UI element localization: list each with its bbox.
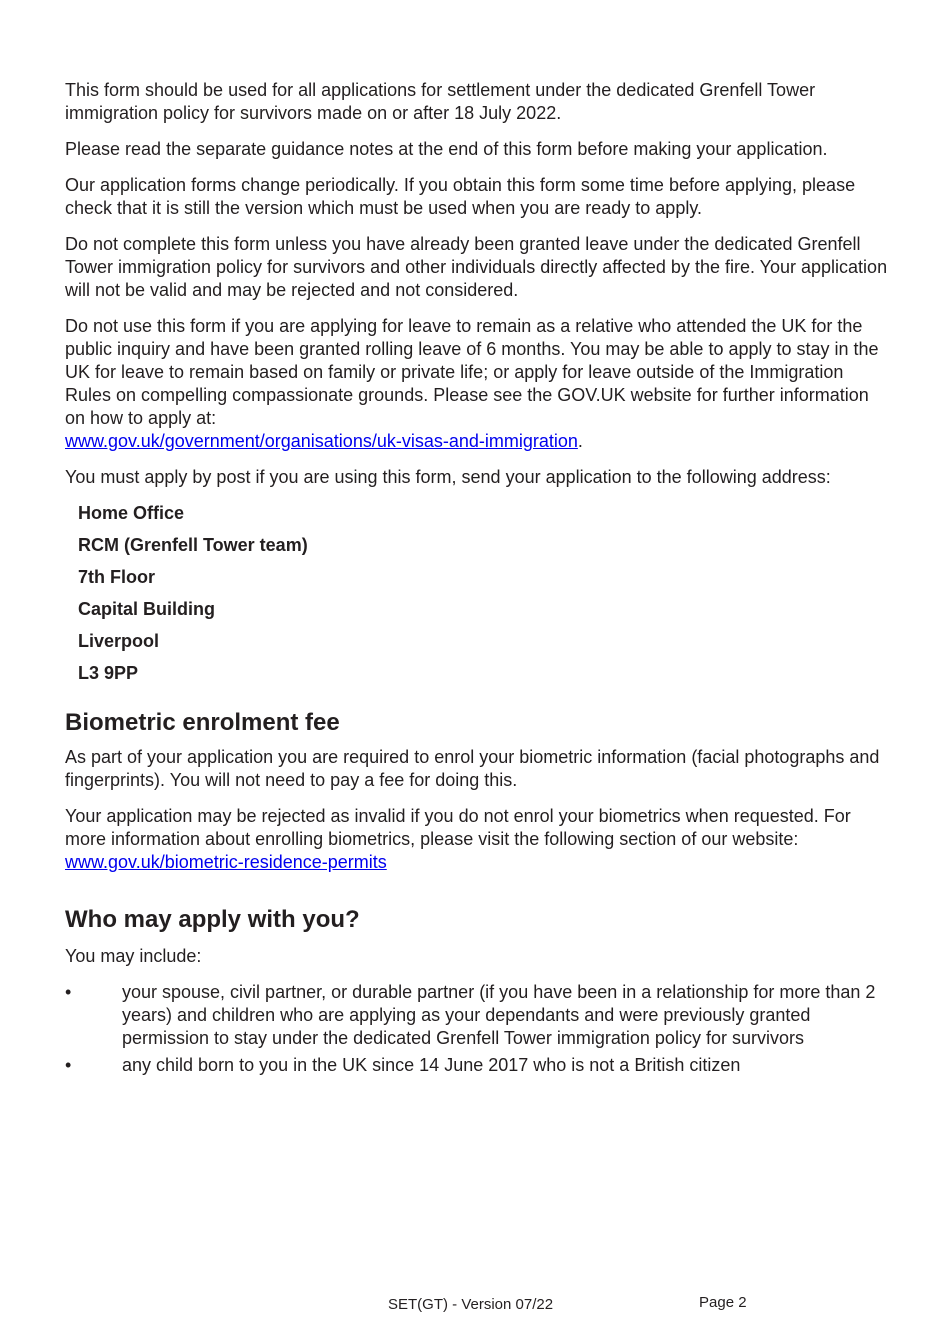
biometric-heading: Biometric enrolment fee (65, 709, 340, 736)
intro-paragraph-5-text: Do not use this form if you are applying for leave to remain as a relative who attended the UK for the public inquiry and have been granted rolling leave of 6 months. You may be able to apply to stay in the UK for leave to remain based on family or private life; or apply for leave outside of the Immigration Rules on compelling compassionate grounds. Please see the GOV.UK website for further information on how to apply at: (65, 316, 879, 428)
list-item (65, 981, 890, 1050)
bullet-icon: • (65, 1055, 72, 1075)
address-line: Home Office (78, 503, 185, 523)
dependants-list (65, 981, 890, 1077)
intro-paragraph-6: You must apply by post if you are using this form, send your application to the following address: (65, 467, 831, 487)
list-item-text: any child born to you in the UK since 14 June 2017 who is not a British citizen (122, 1055, 741, 1075)
list-item-text: your spouse, civil partner, or durable partner (if you have been in a relationship for more than 2 years) and children who are applying as your dependants and were previously granted permission to stay under the dedicated Grenfell Tower immigration policy for survivors (122, 982, 876, 1048)
address-line: RCM (Grenfell Tower team) (78, 535, 308, 555)
who-intro: You may include: (65, 946, 202, 966)
address-line: Liverpool (78, 631, 160, 651)
form-version: SET(GT) - Version 07/22 (388, 1296, 554, 1313)
intro-paragraph-2: Please read the separate guidance notes at the end of this form before making your application. (65, 139, 828, 159)
intro-paragraph-4: Do not complete this form unless you have already been granted leave under the dedicated Grenfell Tower immigration policy for survivors and other individuals directly affected by the fire. Your application will not be valid and may be rejected and not considered. (65, 234, 888, 300)
bullet-icon: • (65, 982, 72, 1002)
biometric-paragraph-1: As part of your application you are required to enrol your biometric information (facial photographs and fingerprints). You will not need to pay a fee for doing this. (65, 747, 880, 790)
page-content (65, 79, 890, 1081)
biometric-paragraph-2 (65, 805, 890, 874)
biometric-paragraph-2-text: Your application may be rejected as invalid if you do not enrol your biometrics when requested. For more information about enrolling biometrics, please visit the following section of our website: (65, 806, 851, 849)
who-may-apply-heading: Who may apply with you? (65, 906, 360, 933)
intro-paragraph-5 (65, 315, 890, 453)
address-line: L3 9PP (78, 663, 139, 683)
postal-address (78, 502, 890, 685)
address-line: Capital Building (78, 599, 215, 619)
intro-paragraph-5-end: . (577, 431, 583, 451)
intro-paragraph-3: Our application forms change periodically. If you obtain this form some time before applying, please check that it is still the version which must be used when you are ready to apply. (65, 175, 856, 218)
ukvi-link[interactable]: www.gov.uk/government/organisations/uk-visas-and-immigration (65, 431, 578, 451)
intro-paragraph-1: This form should be used for all applications for settlement under the dedicated Grenfell Tower immigration policy for survivors made on or after 18 July 2022. (65, 80, 816, 123)
page-number: Page 2 (699, 1294, 747, 1311)
biometric-link[interactable]: www.gov.uk/biometric-residence-permits (65, 852, 387, 872)
address-line: 7th Floor (78, 567, 155, 587)
list-item (65, 1054, 890, 1077)
